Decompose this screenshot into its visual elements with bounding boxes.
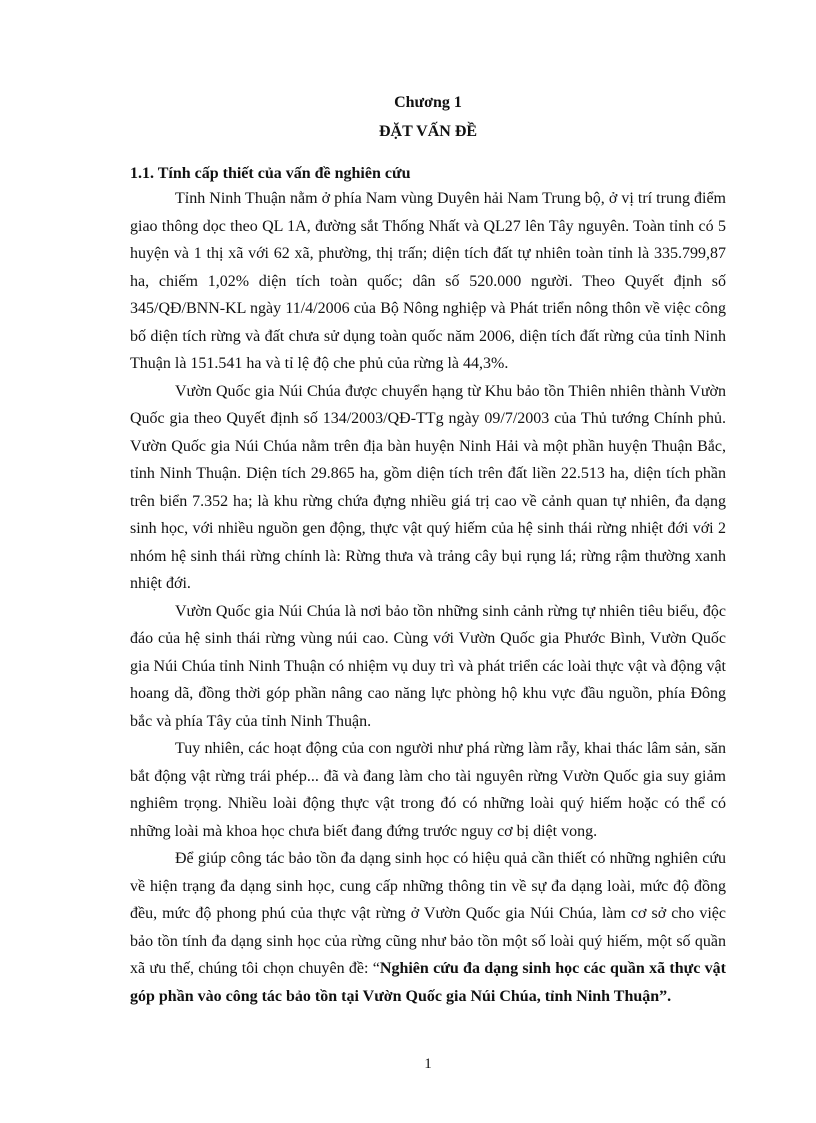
chapter-number: Chương 1 (394, 94, 462, 111)
research-topic-title: Nghiên cứu đa dạng sinh học các quần xã thực vật góp phần vào công tác bảo tồn tại Vườn Quốc gia Núi Chúa, tỉnh Ninh Thuận”. (130, 960, 726, 1005)
paragraph-national-park-status: Vườn Quốc gia Núi Chúa được chuyển hạng từ Khu bảo tồn Thiên nhiên thành Vườn Quốc gia theo Quyết định số 134/2003/QĐ-TTg ngày 09/7/2003 của Thủ tướng Chính phủ. Vườn Quốc gia Núi Chúa nằm trên địa bàn huyện Ninh Hải và một phần huyện Thuận Bắc, tỉnh Ninh Thuận. Diện tích 29.865 ha, gồm diện tích trên đất liền 22.513 ha, diện tích phần trên biển 7.352 ha; là khu rừng chứa đựng nhiều giá trị cao về cảnh quan tự nhiên, đa dạng sinh học, với nhiều nguồn gen động, thực vật quý hiếm của hệ sinh thái rừng nhiệt đới với 2 nhóm hệ sinh thái rừng chính là: Rừng thưa và trảng cây bụi rụng lá; rừng rậm thường xanh nhiệt đới. (130, 382, 726, 592)
body-text (130, 185, 726, 1010)
paragraph-province-overview: Tỉnh Ninh Thuận nằm ở phía Nam vùng Duyên hải Nam Trung bộ, ở vị trí trung điểm giao thông dọc theo QL 1A, đường sắt Thống Nhất và QL27 lên Tây nguyên. Toàn tỉnh có 5 huyện và 1 thị xã với 62 xã, phường, thị trấn; diện tích đất tự nhiên toàn tỉnh là 335.799,87 ha, chiếm 1,02% diện tích toàn quốc; dân số 520.000 người. Theo Quyết định số 345/QĐ/BNN-KL ngày 11/4/2006 của Bộ Nông nghiệp và Phát triển nông thôn về việc công bố diện tích rừng và đất chưa sử dụng toàn quốc năm 2006, diện tích đất rừng của tỉnh Ninh Thuận là 151.541 ha và tỉ lệ độ che phủ của rừng là 44,3%. (130, 190, 726, 372)
research-topic-lead: Để giúp công tác bảo tồn đa dạng sinh học có hiệu quả cần thiết có những nghiên cứu về hiện trạng đa dạng sinh học, cung cấp những thông tin về sự đa dạng loài, mức độ đồng đều, mức độ phong phú của thực vật rừng ở Vườn Quốc gia Núi Chúa, làm cơ sở cho việc bảo tồn tính đa dạng sinh học của rừng cũng như bảo tồn một số loài quý hiếm, một số quần xã ưu thế, chúng tôi chọn chuyên đề: “ (130, 850, 726, 977)
paragraph-research-topic (130, 845, 726, 1010)
chapter-title: ĐẶT VẤN ĐỀ (378, 123, 478, 140)
section-heading: 1.1. Tính cấp thiết của vấn đề nghiên cứu (130, 165, 411, 182)
paragraph-conservation-role: Vườn Quốc gia Núi Chúa là nơi bảo tồn những sinh cảnh rừng tự nhiên tiêu biểu, độc đáo của hệ sinh thái rừng vùng núi cao. Cùng với Vườn Quốc gia Phước Bình, Vườn Quốc gia Núi Chúa tỉnh Ninh Thuận có nhiệm vụ duy trì và phát triển các loài thực vật và động vật hoang dã, đồng thời góp phần nâng cao năng lực phòng hộ khu vực đầu nguồn, phía Đông bắc và phía Tây của tỉnh Ninh Thuận. (130, 602, 726, 730)
page-number: 1 (424, 1056, 432, 1072)
paragraph-threats: Tuy nhiên, các hoạt động của con người như phá rừng làm rẫy, khai thác lâm sản, săn bắt động vật rừng trái phép... đã và đang làm cho tài nguyên rừng Vườn Quốc gia suy giảm nghiêm trọng. Nhiều loài động thực vật trong đó có những loài quý hiếm hoặc có thể có những loài mà khoa học chưa biết đang đứng trước nguy cơ bị diệt vong. (130, 740, 726, 840)
document-page (130, 0, 726, 1123)
